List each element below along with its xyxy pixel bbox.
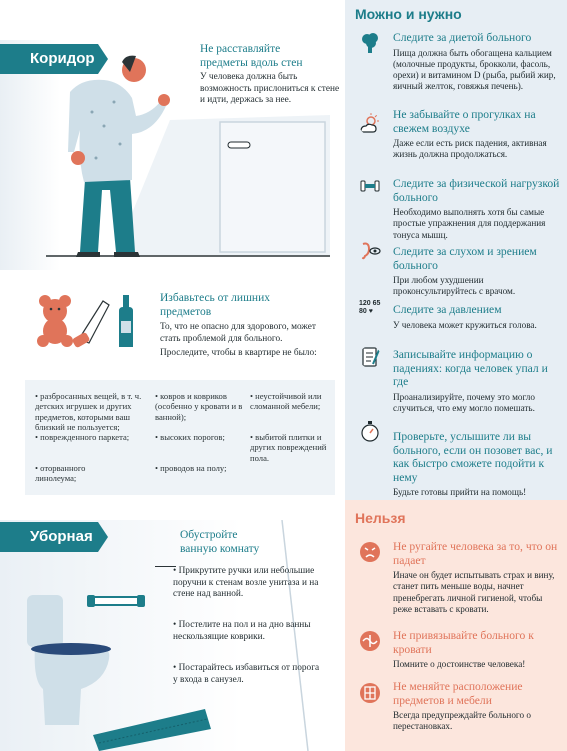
clutter-illustration <box>33 291 138 349</box>
toilet-bullet-2: • Постелите на пол и на дно ванны нескользящие коврики. <box>173 620 311 642</box>
clutter-bullet-2: • поврежденного паркета; <box>35 432 130 442</box>
ear-eye-icon <box>359 240 381 262</box>
blood-pressure-icon: 120 65 80 ♥ <box>359 300 381 315</box>
toilet-tag: Уборная <box>0 522 98 552</box>
cannot-title: Нельзя <box>355 510 406 526</box>
can-item-check: Проверьте, услышите ли вы больного, если он позовет вас, и как быстро сможете подойти к нему Будьте готовы прийти на помощь! <box>393 430 553 497</box>
cannot-item-rearrange: Не меняйте расположение предметов и мебели Всегда предупреждайте больного о перестановках. <box>393 680 531 732</box>
tied-rope-icon <box>359 630 381 652</box>
cannot-item-scold: Не ругайте человека за то, что он падает Иначе он будет испытывать страх и вину, станет пить меньше воды, начнет пренебрегать личной гигиеной, чтобы реже вставать с кровати. <box>393 540 558 614</box>
can-item-diet: Следите за диетой больного Пища должна быть обогащена кальцием (молочные продукты, брокколи, фасоль, орехи) и витамином D (рыба, рыбий жир, яичный желток, говяжья печень). <box>393 31 556 92</box>
toilet-bullet-3: • Постарайтесь избавиться от порога у входа в санузел. <box>173 663 320 685</box>
clutter-text-1: То, что не опасно для здорового, может стать проблемой для больного. <box>160 322 316 344</box>
notepad-icon <box>359 346 381 368</box>
clutter-bullet-4: • ковров и ковриков (особенно у кровати и в ванной); <box>155 391 243 422</box>
stopwatch-icon <box>359 420 381 442</box>
clutter-bullet-1: • разбросанных вещей, в т. ч. детских игрушек и других предметов, которыми ваш близкий не пользуется; <box>35 391 142 433</box>
toilet-heading: Обустройте ванную комнату <box>180 529 260 555</box>
clutter-text-2: Проследите, чтобы в квартире не было: <box>160 348 317 358</box>
clutter-bullet-8: • выбитой плитки и других повреждений пола. <box>250 432 327 463</box>
corridor-tag: Коридор <box>0 44 98 74</box>
can-item-hearing: Следите за слухом и зрением больного При любом ухудшении проконсультируйтесь с врачом. <box>393 245 537 297</box>
can-item-pressure: Следите за давлением У человека может кружиться голова. <box>393 303 537 330</box>
can-item-records: Записывайте информацию о падениях: когда человек упал и где Проанализируйте, почему это могло случиться, что ему могло помешать. <box>393 348 548 413</box>
clutter-bullet-6: • проводов на полу; <box>155 463 227 473</box>
clutter-bullet-3: • оторванного линолеума; <box>35 463 86 484</box>
cannot-item-tie: Не привязывайте больного к кровати Помните о достоинстве человека! <box>393 629 534 669</box>
dumbbell-icon <box>359 175 381 197</box>
clutter-bullet-7: • неустойчивой или сломанной мебели; <box>250 391 322 412</box>
corridor-text: У человека должна быть возможность прислониться к стене и идти, держась за нее. <box>200 72 340 105</box>
broccoli-icon <box>359 32 381 54</box>
clutter-heading: Избавьтесь от лишних предметов <box>160 292 270 318</box>
angry-face-icon <box>359 541 381 563</box>
toilet-bullet-1: • Прикрутите ручки или небольшие поручни к стенам возле унитаза и на стене над ванной. <box>173 566 319 599</box>
can-title: Можно и нужно <box>355 6 462 22</box>
sun-cloud-icon <box>359 113 381 135</box>
can-item-walks: Не забывайте о прогулках на свежем воздухе Даже если есть риск падения, активная жизнь должна продолжаться. <box>393 108 547 160</box>
clutter-bullet-5: • высоких порогов; <box>155 432 225 442</box>
can-item-exercise: Следите за физической нагрузкой больного Необходимо выполнять хотя бы самые простые упражнения для поддержания тонуса мышц. <box>393 177 560 240</box>
corridor-heading: Не расставляйте предметы вдоль стен <box>200 43 303 69</box>
furniture-icon <box>359 682 381 704</box>
